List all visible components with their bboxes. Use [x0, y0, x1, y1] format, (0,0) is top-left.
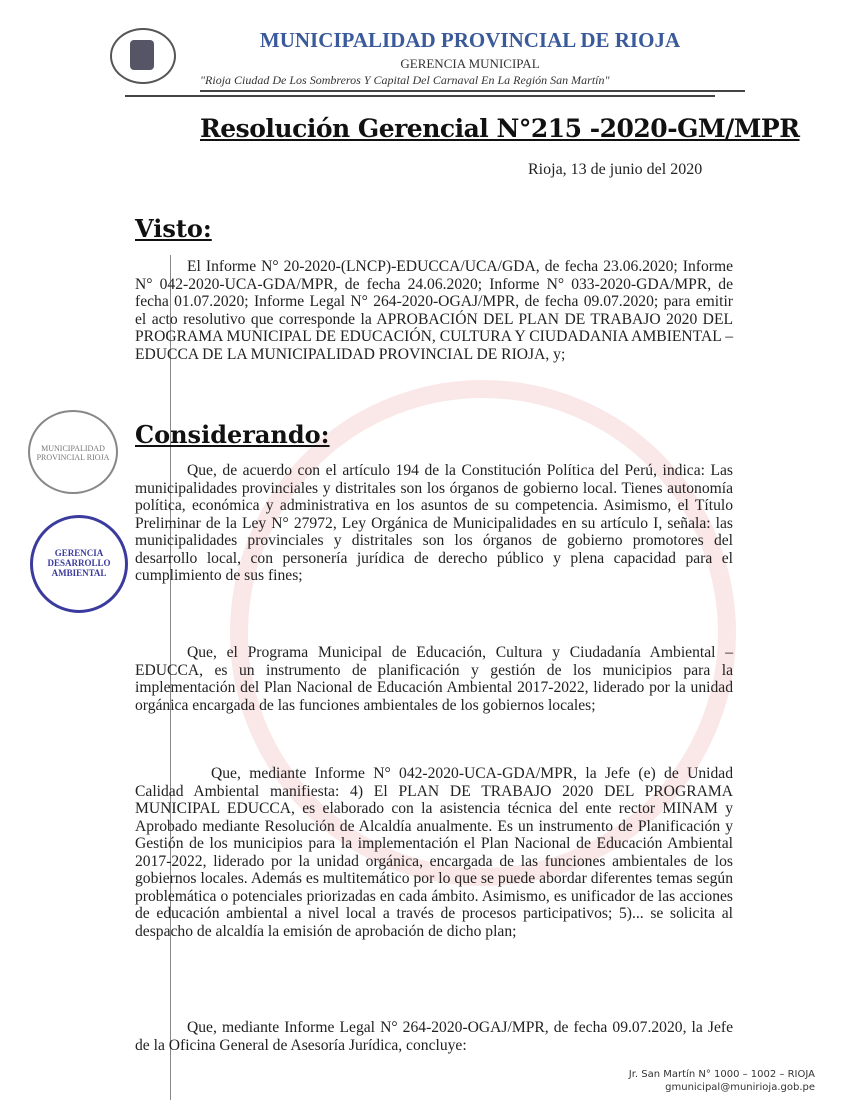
paragraph: Que, el Programa Municipal de Educación, Cultura y Ciudadanía Ambiental – EDUCCA, es un instrumento de planificación y gestión de los municipios para la implementación del Plan Nacional de Educación Ambiental 2017-2022, liderado por la unidad orgánica encargada de las funciones ambientales de los gobiernos locales; [135, 644, 733, 714]
municipal-stamp: MUNICIPALIDAD PROVINCIAL RIOJA [28, 410, 118, 494]
header-rule-2 [125, 95, 715, 97]
paragraph: Que, de acuerdo con el artículo 194 de la Constitución Política del Perú, indica: Las municipalidades provinciales y distritales son los órganos de gobierno local. Tienes autonomía política, económica y administrativa en los asuntos de su competencia. Asimismo, el Título Preliminar de la Ley N° 27972, Ley Orgánica de Municipalidades en su artículo I, señala: las municipalidades provinciales y distritales son los órganos de gobierno promotores del desarrollo local, con personería jurídica de derecho público y plena capacidad para el cumplimiento de sus fines; [135, 462, 733, 585]
footer-address: Jr. San Martín N° 1000 – 1002 – RIOJA [628, 1069, 815, 1080]
department: GERENCIA MUNICIPAL [400, 56, 540, 71]
municipal-logo [110, 28, 176, 84]
header-rule [200, 90, 745, 92]
footer [590, 1068, 815, 1094]
document-date: Rioja, 13 de junio del 2020 [528, 161, 703, 178]
paragraph: Que, mediante Informe N° 042-2020-UCA-GDA/MPR, la Jefe (e) de Unidad Calidad Ambiental manifiesta: 4) El PLAN DE TRABAJO 2020 DEL PROGRAMA MUNICIPAL EDUCCA, es elaborado con la asistencia técnica del ente rector MINAM y Aprobado mediante Resolución de Alcaldía anualmente. Es un instrumento de Planificación y Gestión de los municipios para la implementación el Plan Nacional de Educación Ambiental 2017-2022, liderado por la unidad orgánica, encargada de las funciones ambientales de los gobiernos locales. Además es multitemático por lo que se puede abordar diferentes temas según problemática o potenciales priorizadas en cada ámbito. Asimismo, es unificador de las acciones de educación ambiental a nivel local a través de procesos participativos; 5)... se solicita al despacho de alcaldía la emisión de aprobación de dicho plan; [135, 765, 733, 940]
section-visto: Visto: [135, 214, 212, 243]
motto: "Rioja Ciudad De Los Sombreros Y Capital Del Carnaval En La Región San Martín" [200, 73, 610, 87]
footer-email: gmunicipal@munirioja.gob.pe [665, 1082, 815, 1093]
paragraph: Que, mediante Informe Legal N° 264-2020-OGAJ/MPR, de fecha 09.07.2020, la Jefe de la Oficina General de Asesoría Jurídica, concluye: [135, 1019, 733, 1054]
paragraph: El Informe N° 20-2020-(LNCP)-EDUCCA/UCA/GDA, de fecha 23.06.2020; Informe N° 042-2020-UCA-GDA/MPR, de fecha 24.06.2020; Informe N° 033-2020-GDA/MPR, de fecha 01.07.2020; Informe Legal N° 264-2020-OGAJ/MPR, de fecha 09.07.2020; para emitir el acto resolutivo que corresponde la APROBACIÓN DEL PLAN DE TRABAJO 2020 DEL PROGRAMA MUNICIPAL DE EDUCACIÓN, CULTURA Y CIUDADANIA AMBIENTAL – EDUCCA DE LA MUNICIPALIDAD PROVINCIAL DE RIOJA, y; [135, 258, 733, 363]
document-title: Resolución Gerencial N°215 -2020-GM/MPR [200, 114, 800, 143]
section-considerando: Considerando: [135, 420, 330, 449]
org-name: MUNICIPALIDAD PROVINCIAL DE RIOJA [259, 28, 681, 52]
gerencia-stamp: GERENCIA DESARROLLO AMBIENTAL [30, 515, 128, 613]
